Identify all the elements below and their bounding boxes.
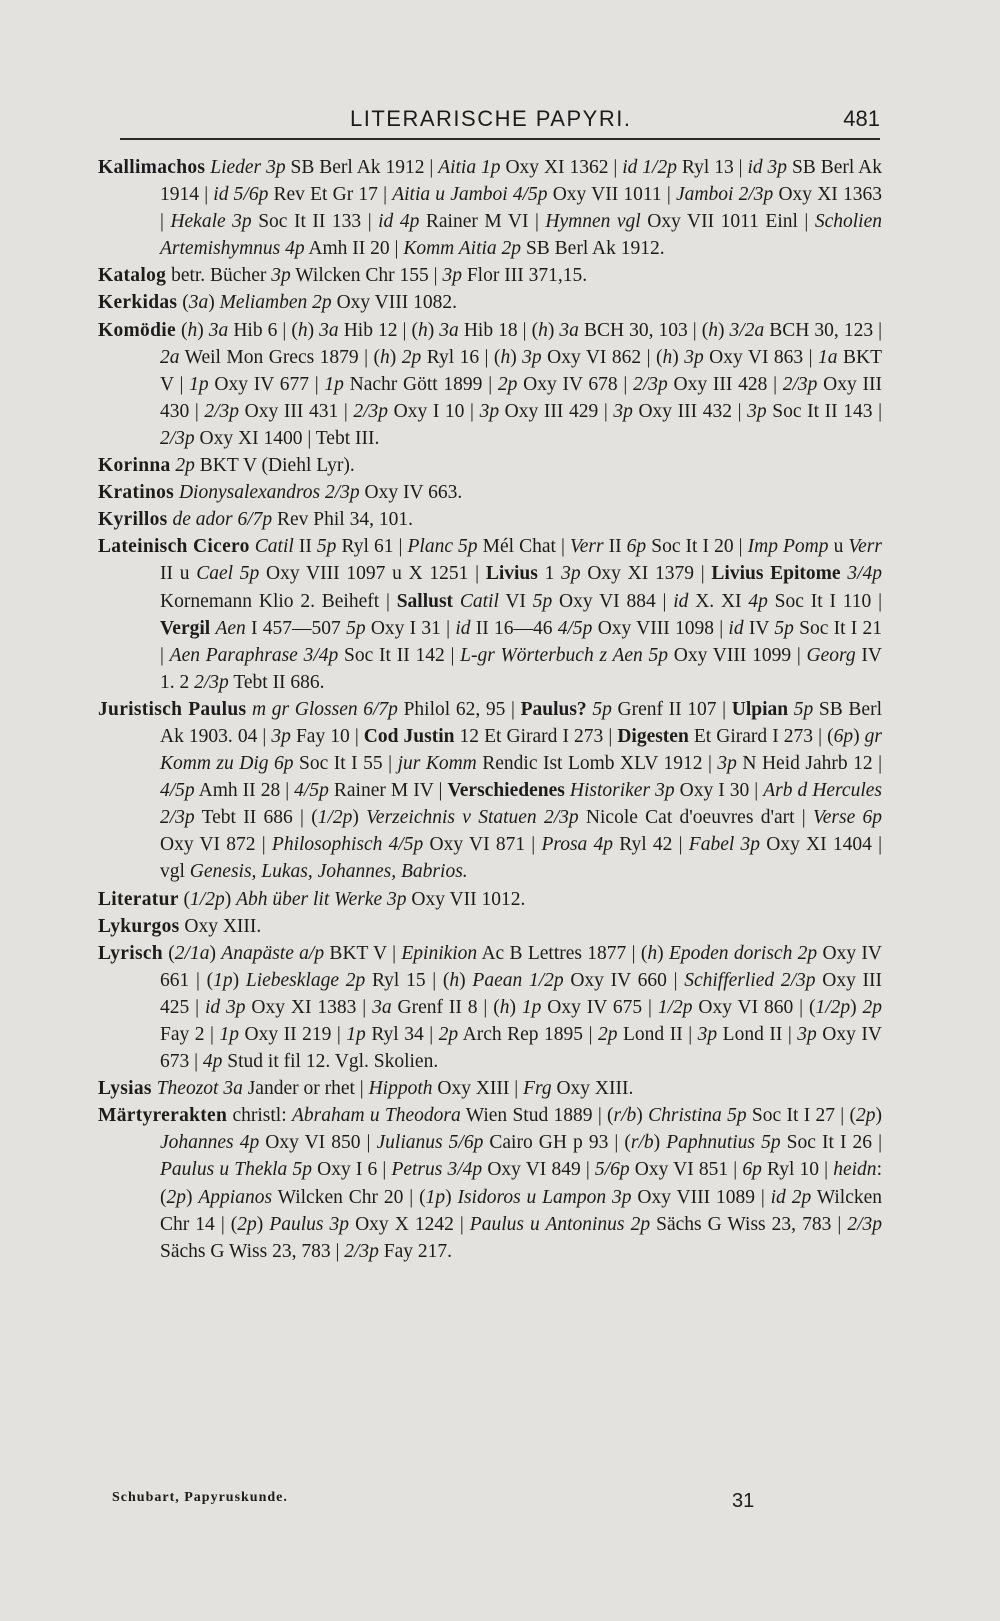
index-entry xyxy=(98,154,882,262)
entry-lemma: Lyrisch xyxy=(98,942,163,964)
index-entry xyxy=(98,1075,882,1102)
entry-lemma: Lateinisch Cicero xyxy=(98,536,250,558)
index-entry xyxy=(98,479,882,506)
entry-body: Theozot 3a Jander or rhet | Hippoth Oxy XIII | Frg Oxy XIII. xyxy=(156,1078,634,1100)
entry-body: (1/2p) Abh über lit Werke 3p Oxy VII 1012. xyxy=(178,888,526,910)
running-head xyxy=(120,104,880,140)
entry-body: de ador 6/7p Rev Phil 34, 101. xyxy=(172,509,413,531)
entry-lemma: Kerkidas xyxy=(98,292,178,314)
entry-body: (h) 3a Hib 6 | (h) 3a Hib 12 | (h) 3a Hib 18 | (h) 3a BCH 30, 103 | (h) 3/2a BCH 30, 123 | 2a Weil Mon Grecs 1879 | (h) 2p Ryl 16 | (h) 3p Oxy VI 862 | (h) 3p Oxy VI 863 | 1a BKT V | 1p Oxy IV 677 | 1p Nachr Gött 1899 | 2p Oxy IV 678 | 2/3p Oxy III 428 | 2/3p Oxy III 430 | 2/3p Oxy III 431 | 2/3p Oxy I 10 | 3p Oxy III 429 | 3p Oxy III 432 | 3p Soc It II 143 | 2/3p Oxy XI 1400 | Tebt III. xyxy=(160,319,883,449)
entry-lemma: Kratinos xyxy=(98,482,175,504)
entry-lemma: Juristisch Paulus xyxy=(98,698,247,720)
sheet-number: 31 xyxy=(732,1490,755,1512)
index-entry xyxy=(98,696,882,886)
index-entry xyxy=(98,533,882,696)
entry-lemma: Kyrillos xyxy=(98,509,168,531)
entry-body: m gr Glossen 6/7p Philol 62, 95 | Paulus? 5p Grenf II 107 | Ulpian 5p SB Berl Ak 1903. 04 | 3p Fay 10 | Cod Justin 12 Et Girard I 273 | Digesten Et Girard I 273 | (6p) gr Komm zu Dig 6p Soc It I 55 | jur Komm Rendic Ist Lomb XLV 1912 | 3p N Heid Jahrb 12 | 4/5p Amh II 28 | 4/5p Rainer M IV | Verschiedenes Historiker 3p Oxy I 30 | Arb d Hercules 2/3p Tebt II 686 | (1/2p) Verzeichnis v Statuen 2/3p Nicole Cat d'oeuvres d'art | Verse 6p Oxy VI 872 | Philosophisch 4/5p Oxy VI 871 | Prosa 4p Ryl 42 | Fabel 3p Oxy XI 1404 | vgl Genesis, Lukas, Johannes, Babrios. xyxy=(160,698,883,883)
page-footer xyxy=(112,1484,882,1524)
entry-lemma: Katalog xyxy=(98,265,167,287)
entry-body: Catil II 5p Ryl 61 | Planc 5p Mél Chat | Verr II 6p Soc It I 20 | Imp Pomp u Verr II u Cael 5p Oxy VIII 1097 u X 1251 | Livius 1 3p Oxy XI 1379 | Livius Epitome 3/4p Kornemann Klio 2. Beiheft | Sallust Catil VI 5p Oxy VI 884 | id X. XI 4p Soc It I 110 | Vergil Aen I 457—507 5p Oxy I 31 | id II 16—46 4/5p Oxy VIII 1098 | id IV 5p Soc It I 21 | Aen Paraphrase 3/4p Soc It II 142 | L-gr Wörterbuch z Aen 5p Oxy VIII 1099 | Georg IV 1. 2 2/3p Tebt II 686. xyxy=(160,536,883,693)
entry-body: betr. Bücher 3p Wilcken Chr 155 | 3p Flor III 371,15. xyxy=(166,265,588,287)
entry-body: Oxy XIII. xyxy=(179,915,262,937)
entry-lemma: Lykurgos xyxy=(98,915,180,937)
entry-lemma: Lysias xyxy=(98,1078,152,1100)
entry-lemma: Korinna xyxy=(98,455,171,477)
entry-lemma: Komödie xyxy=(98,319,176,341)
index-entry xyxy=(98,262,882,289)
index-entries xyxy=(98,154,882,1265)
entry-body: christl: Abraham u Theodora Wien Stud 1889 | (r/b) Christina 5p Soc It I 27 | (2p) Johannes 4p Oxy VI 850 | Julianus 5/6p Cairo GH p 93 | (r/b) Paphnutius 5p Soc It I 26 | Paulus u Thekla 5p Oxy I 6 | Petrus 3/4p Oxy VI 849 | 5/6p Oxy VI 851 | 6p Ryl 10 | heidn: (2p) Appianos Wilcken Chr 20 | (1p) Isidoros u Lampon 3p Oxy VIII 1089 | id 2p Wilcken Chr 14 | (2p) Paulus 3p Oxy X 1242 | Paulus u Antoninus 2p Sächs G Wiss 23, 783 | 2/3p Sächs G Wiss 23, 783 | 2/3p Fay 217. xyxy=(160,1105,883,1262)
entry-body: Lieder 3p SB Berl Ak 1912 | Aitia 1p Oxy XI 1362 | id 1/2p Ryl 13 | id 3p SB Berl Ak 1914 | id 5/6p Rev Et Gr 17 | Aitia u Jamboi 4/5p Oxy VII 1011 | Jamboi 2/3p Oxy XI 1363 | Hekale 3p Soc It II 133 | id 4p Rainer M VI | Hymnen vgl Oxy VII 1011 Einl | Scholien Artemishymnus 4p Amh II 20 | Komm Aitia 2p SB Berl Ak 1912. xyxy=(160,157,883,260)
printer-signature: Schubart, Papyruskunde. xyxy=(112,1490,288,1505)
entry-body: Dionysalexandros 2/3p Oxy IV 663. xyxy=(178,482,463,504)
entry-body: (3a) Meliamben 2p Oxy VIII 1082. xyxy=(177,292,457,314)
index-entry xyxy=(98,506,882,533)
entry-lemma: Märtyrerakten xyxy=(98,1105,228,1127)
page-number: 481 xyxy=(843,106,880,131)
index-entry xyxy=(98,452,882,479)
index-entry xyxy=(98,913,882,940)
index-entry xyxy=(98,1102,882,1265)
running-title: LITERARISCHE PAPYRI. xyxy=(350,106,632,131)
index-entry xyxy=(98,317,882,452)
index-entry xyxy=(98,940,882,1075)
index-entry xyxy=(98,289,882,316)
index-entry xyxy=(98,886,882,913)
entry-lemma: Kallimachos xyxy=(98,157,206,178)
entry-body: 2p BKT V (Diehl Lyr). xyxy=(175,455,355,477)
entry-body: (2/1a) Anapäste a/p BKT V | Epinikion Ac B Lettres 1877 | (h) Epoden dorisch 2p Oxy IV 661 | (1p) Liebesklage 2p Ryl 15 | (h) Paean 1/2p Oxy IV 660 | Schifferlied 2/3p Oxy III 425 | id 3p Oxy XI 1383 | 3a Grenf II 8 | (h) 1p Oxy IV 675 | 1/2p Oxy VI 860 | (1/2p) 2p Fay 2 | 1p Oxy II 219 | 1p Ryl 34 | 2p Arch Rep 1895 | 2p Lond II | 3p Lond II | 3p Oxy IV 673 | 4p Stud it fil 12. Vgl. Skolien. xyxy=(160,942,883,1073)
entry-lemma: Literatur xyxy=(98,888,179,910)
